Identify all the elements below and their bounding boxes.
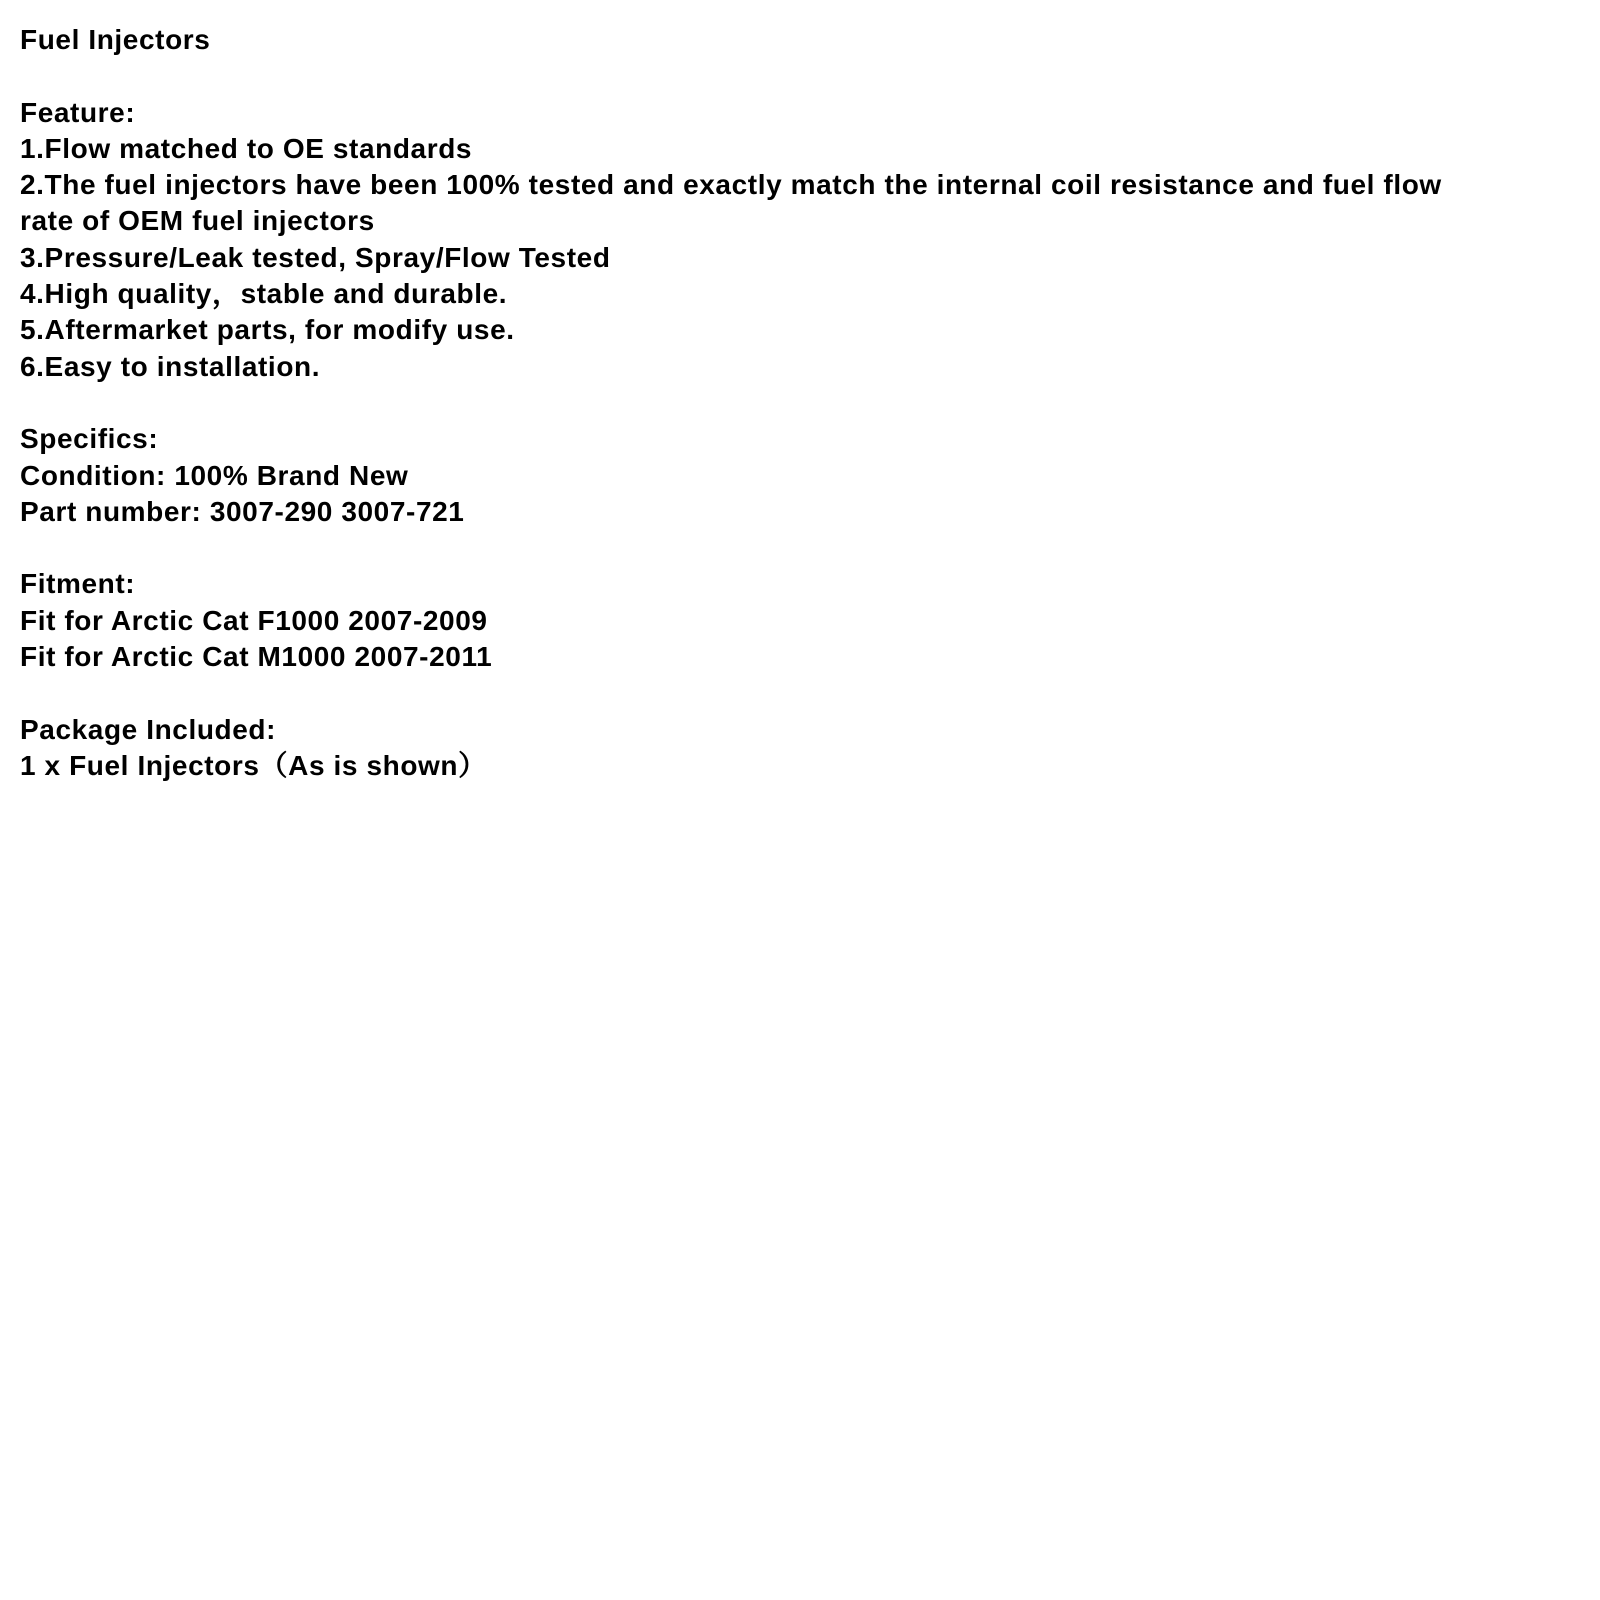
fitment-item: Fit for Arctic Cat F1000 2007-2009 xyxy=(20,604,488,636)
feature-heading: Feature: xyxy=(20,96,136,128)
condition-text: Condition: 100% Brand New xyxy=(20,459,409,491)
part-number-text: Part number: 3007-290 3007-721 xyxy=(20,495,465,527)
feature-item: 6.Easy to installation. xyxy=(20,350,321,382)
feature-item: 4.High quality，stable and durable. xyxy=(20,278,508,310)
package-item: 1 x Fuel Injectors（As is shown） xyxy=(20,749,487,781)
fitment-heading: Fitment: xyxy=(20,568,136,600)
fitment-item: Fit for Arctic Cat M1000 2007-2011 xyxy=(20,641,493,673)
package-heading: Package Included: xyxy=(20,713,277,745)
specifics-heading: Specifics: xyxy=(20,423,159,455)
feature-item: 1.Flow matched to OE standards xyxy=(20,132,473,164)
feature-item: 2.The fuel injectors have been 100% tested and exactly match the internal coil resistance and fuel flow xyxy=(20,169,1442,201)
feature-item: 3.Pressure/Leak tested, Spray/Flow Tested xyxy=(20,241,611,273)
spacer xyxy=(20,530,1580,566)
spacer xyxy=(20,675,1580,711)
spacer xyxy=(20,58,1580,94)
document-title: Fuel Injectors xyxy=(20,24,211,55)
spacer xyxy=(20,385,1580,421)
feature-item: rate of OEM fuel injectors xyxy=(20,205,375,237)
document-body xyxy=(20,22,1580,784)
feature-item: 5.Aftermarket parts, for modify use. xyxy=(20,314,515,346)
